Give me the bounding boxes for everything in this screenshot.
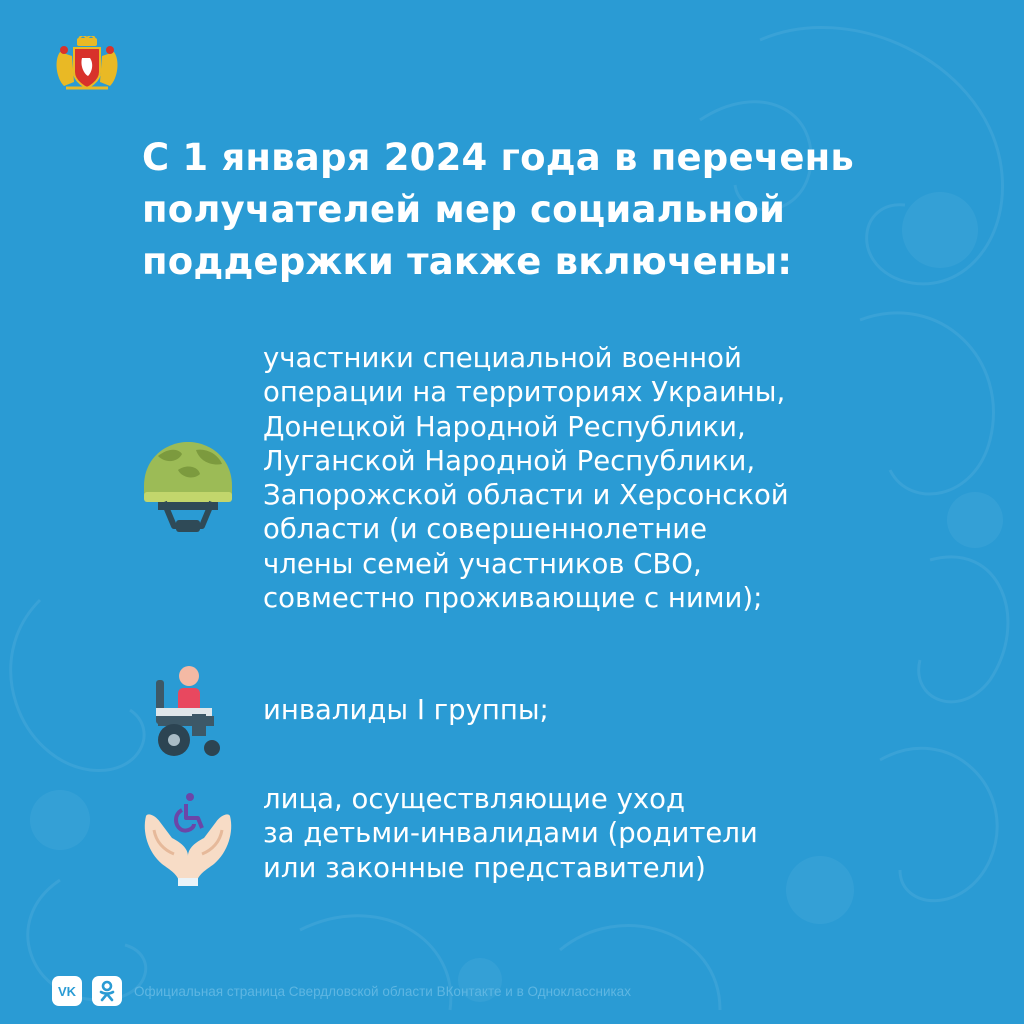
- item-line: Луганской Народной Республики,: [263, 444, 756, 477]
- item-line: инвалиды I группы;: [263, 694, 549, 726]
- vk-icon: VK: [57, 983, 77, 999]
- title-line: С 1 января 2024 года в перечень: [142, 136, 855, 179]
- wheelchair-user-icon: [148, 664, 224, 758]
- caring-hands-icon: [145, 814, 231, 886]
- odnoklassniki-link[interactable]: [92, 976, 122, 1006]
- item-line: лица, осуществляющие уход: [263, 783, 685, 815]
- coat-of-arms-icon: [52, 36, 122, 94]
- odnoklassniki-icon: [98, 980, 116, 1002]
- accessibility-icon: [176, 793, 202, 831]
- item-text-disabled-group-1: [263, 693, 943, 727]
- vk-link[interactable]: [52, 976, 82, 1006]
- item-line: области (и совершеннолетние: [263, 513, 707, 546]
- item-text-caregivers: [263, 782, 943, 885]
- item-line: или законные представители): [263, 851, 706, 884]
- title-line: получателей мер социальной: [142, 188, 786, 231]
- page-title: [142, 132, 942, 288]
- item-line: операции на территориях Украины,: [263, 376, 786, 409]
- footer: [52, 976, 631, 1006]
- military-helmet-icon: [138, 440, 238, 538]
- item-line: Запорожской области и Херсонской: [263, 479, 789, 512]
- footer-text: Официальная страница Свердловской области ВКонтакте и в Одноклассниках: [134, 983, 631, 999]
- title-line: поддержки также включены:: [142, 240, 793, 283]
- item-line: за детьми-инвалидами (родители: [263, 817, 758, 850]
- item-line: совместно проживающие с ними);: [263, 582, 763, 615]
- item-text-svo-participants: [263, 341, 943, 615]
- item-line: участники специальной военной: [263, 342, 742, 374]
- item-line: Донецкой Народной Республики,: [263, 410, 746, 443]
- item-line: члены семей участников СВО,: [263, 547, 702, 580]
